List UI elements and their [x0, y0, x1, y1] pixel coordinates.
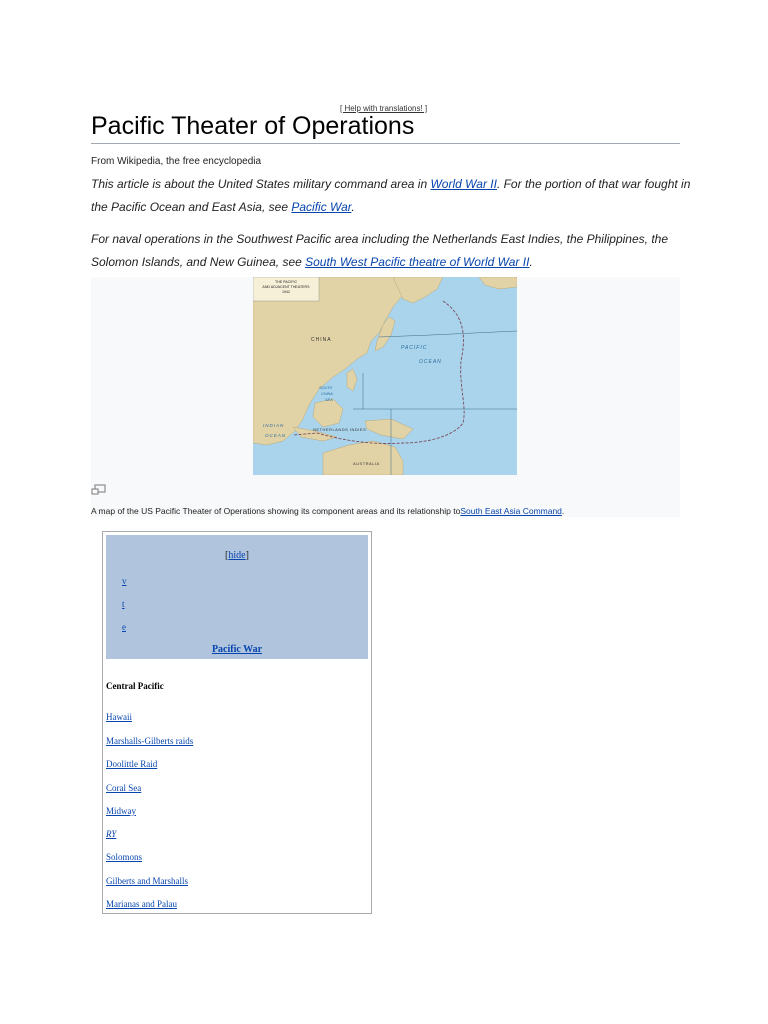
- map-label-sea: SEA: [325, 398, 333, 402]
- map-label-indian-ocean: OCEAN: [265, 433, 287, 438]
- map-label-china-sea: CHINA: [321, 392, 333, 396]
- navbox-header: [106, 535, 368, 659]
- caption-text: .: [561, 506, 565, 516]
- caption-text: A map of the US Pacific Theater of Operations showing its component areas and its relationship to: [91, 506, 461, 516]
- navbox-link-hawaii[interactable]: Hawaii: [106, 712, 132, 722]
- navbox-link-ry[interactable]: RY: [106, 829, 117, 839]
- map-title-line-1: THE PACIFIC: [274, 280, 298, 284]
- navbox-pacific-war: [102, 531, 372, 914]
- hatnote-world-war: [91, 173, 691, 219]
- hatnote-text: . For the portion of that war fought in the Pacific Ocean and East Asia, see: [91, 177, 691, 214]
- south-east-asia-command-link[interactable]: South East Asia Command: [460, 506, 562, 516]
- map-label-netherlands-indies: NETHERLANDS INDIES: [313, 427, 367, 432]
- map-label-south: SOUTH: [319, 386, 333, 390]
- talk-template-link[interactable]: t: [122, 599, 125, 609]
- navbox-link-coral-sea[interactable]: Coral Sea: [106, 783, 142, 793]
- map-label-ocean: OCEAN: [419, 359, 442, 365]
- map-label-indian: INDIAN: [263, 423, 285, 428]
- map-label-china: CHINA: [311, 337, 332, 343]
- view-template-link[interactable]: v: [122, 576, 127, 586]
- hatnote-naval-operations: [91, 228, 691, 274]
- map-thumbnail: [91, 277, 680, 517]
- navbox-link-doolittle-raid[interactable]: Doolittle Raid: [106, 759, 158, 769]
- hide-link[interactable]: hide: [228, 550, 246, 561]
- hatnote-text: .: [351, 200, 355, 214]
- map-title-line-2: AND ADJACENT THEATERS: [262, 285, 310, 289]
- navbox-group-central-pacific: Central Pacific: [106, 681, 164, 691]
- navbox-link-marshalls-gilberts-raids[interactable]: Marshalls-Gilberts raids: [106, 736, 194, 746]
- navbox-link-midway[interactable]: Midway: [106, 806, 136, 816]
- navbox-title: [106, 644, 368, 655]
- map-title-line-3: 1942: [282, 290, 290, 294]
- navbox-hide-toggle: [hide]: [225, 550, 249, 561]
- navbox-view: [122, 576, 127, 586]
- edit-template-link[interactable]: e: [122, 622, 126, 632]
- help-translations-link[interactable]: [ Help with translations! ]: [340, 104, 428, 113]
- magnify-icon[interactable]: [91, 484, 107, 496]
- south-west-pacific-link[interactable]: South West Pacific theatre of World War II: [305, 255, 530, 269]
- map-label-pacific: PACIFIC: [401, 345, 428, 351]
- hatnote-text: For naval operations in the Southwest Pacific area including the Netherlands East Indies, the Philippines, the Solomon Islands, and New Guinea, see: [91, 232, 669, 269]
- pacific-war-link[interactable]: Pacific War: [291, 200, 352, 214]
- navbox-link-solomons[interactable]: Solomons: [106, 852, 143, 862]
- page-title: Pacific Theater of Operations: [91, 112, 680, 144]
- map-caption: [91, 506, 564, 516]
- pacific-theater-map[interactable]: [253, 277, 517, 475]
- navbox-edit: [122, 622, 126, 632]
- navbox-link-marianas-and-palau[interactable]: Marianas and Palau: [106, 899, 177, 909]
- hatnote-text: This article is about the United States military command area in: [91, 177, 431, 191]
- world-war-ii-link[interactable]: World War II: [430, 177, 497, 191]
- pacific-war-title-link[interactable]: Pacific War: [211, 644, 263, 655]
- navbox-talk: [122, 599, 125, 609]
- map-label-australia: AUSTRALIA: [353, 461, 380, 466]
- navbox-link-gilberts-and-marshalls[interactable]: Gilberts and Marshalls: [106, 876, 188, 886]
- tagline: From Wikipedia, the free encyclopedia: [91, 156, 262, 167]
- hatnote-text: .: [529, 255, 533, 269]
